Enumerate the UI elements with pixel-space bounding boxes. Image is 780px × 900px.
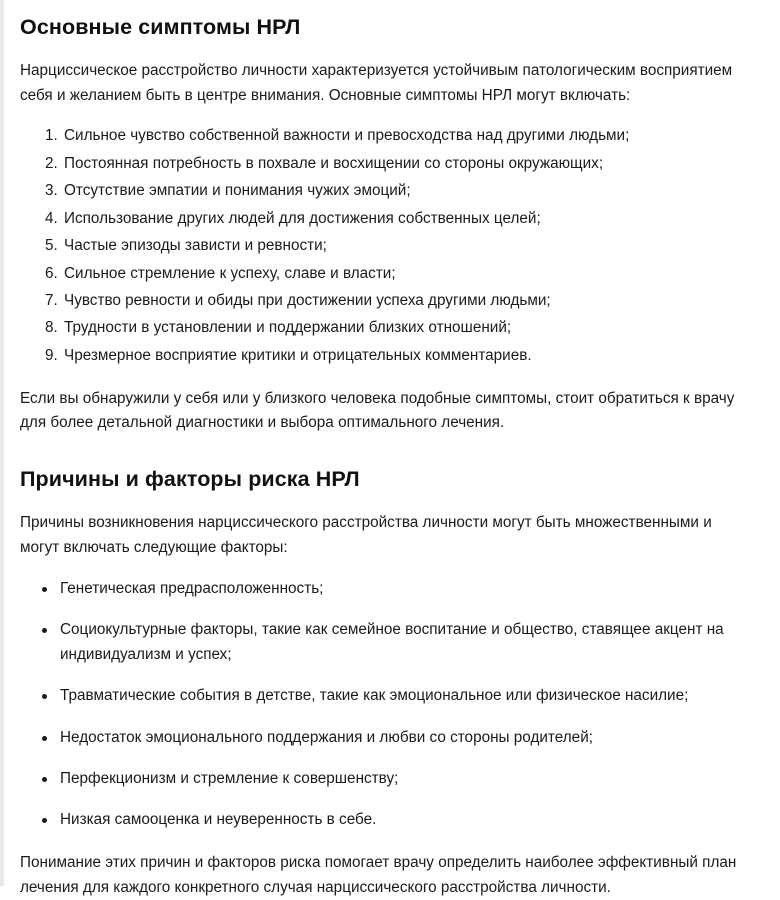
list-item: Травматические события в детстве, такие как эмоциональное или физическое насилие;: [58, 684, 746, 708]
list-item: Недостаток эмоционального поддержания и любви со стороны родителей;: [58, 726, 746, 750]
section-intro-symptoms: Нарциссическое расстройство личности характеризуется устойчивым патологическим восприятием себя и желанием быть в центре внимания. Основные симптомы НРЛ могут включать:: [20, 61, 733, 104]
section-intro-causes: Причины возникновения нарциссического расстройства личности могут быть множественными и могут включать следующие факторы:: [20, 514, 712, 556]
list-item: Низкая самооценка и неуверенность в себе.: [58, 808, 746, 832]
list-item: Перфекционизм и стремление к совершенству;: [58, 767, 746, 791]
list-item: 3. Отсутствие эмпатии и понимания чужих эмоций;: [62, 179, 746, 204]
section-heading-causes: Причины и факторы риска НРЛ: [20, 467, 360, 492]
list-item: 7. Чувство ревности и обиды при достижении успеха другими людьми;: [62, 289, 746, 314]
list-item: 8. Трудности в установлении и поддержании близких отношений;: [62, 316, 746, 341]
causes-list: [20, 577, 746, 833]
section-heading-symptoms: Основные симптомы НРЛ: [20, 15, 301, 39]
list-item: 4. Использование других людей для достижения собственных целей;: [62, 207, 746, 232]
list-item: 6. Сильное стремление к успеху, славе и власти;: [62, 262, 746, 287]
list-item: 1. Сильное чувство собственной важности и превосходства над другими людьми;: [62, 124, 746, 149]
list-item: 9. Чрезмерное восприятие критики и отрицательных комментариев.: [62, 344, 746, 369]
section-closing-symptoms: Если вы обнаружили у себя или у близкого человека подобные симптомы, стоит обратиться к врачу для более детальной диагностики и выбора оптимального лечения.: [20, 389, 735, 432]
list-item: Генетическая предрасположенность;: [58, 577, 746, 601]
list-item: 5. Частые эпизоды зависти и ревности;: [62, 234, 746, 259]
page-left-rule: [0, 0, 4, 886]
section-closing-causes: Понимание этих причин и факторов риска помогает врачу определить наиболее эффективный план лечения для каждого конкретного случая нарциссического расстройства личности.: [20, 853, 737, 896]
symptoms-list: [20, 124, 746, 368]
list-item: Социокультурные факторы, такие как семейное воспитание и общество, ставящее акцент на индивидуализм и успех;: [58, 618, 746, 667]
list-item: 2. Постоянная потребность в похвале и восхищении со стороны окружающих;: [62, 152, 746, 177]
